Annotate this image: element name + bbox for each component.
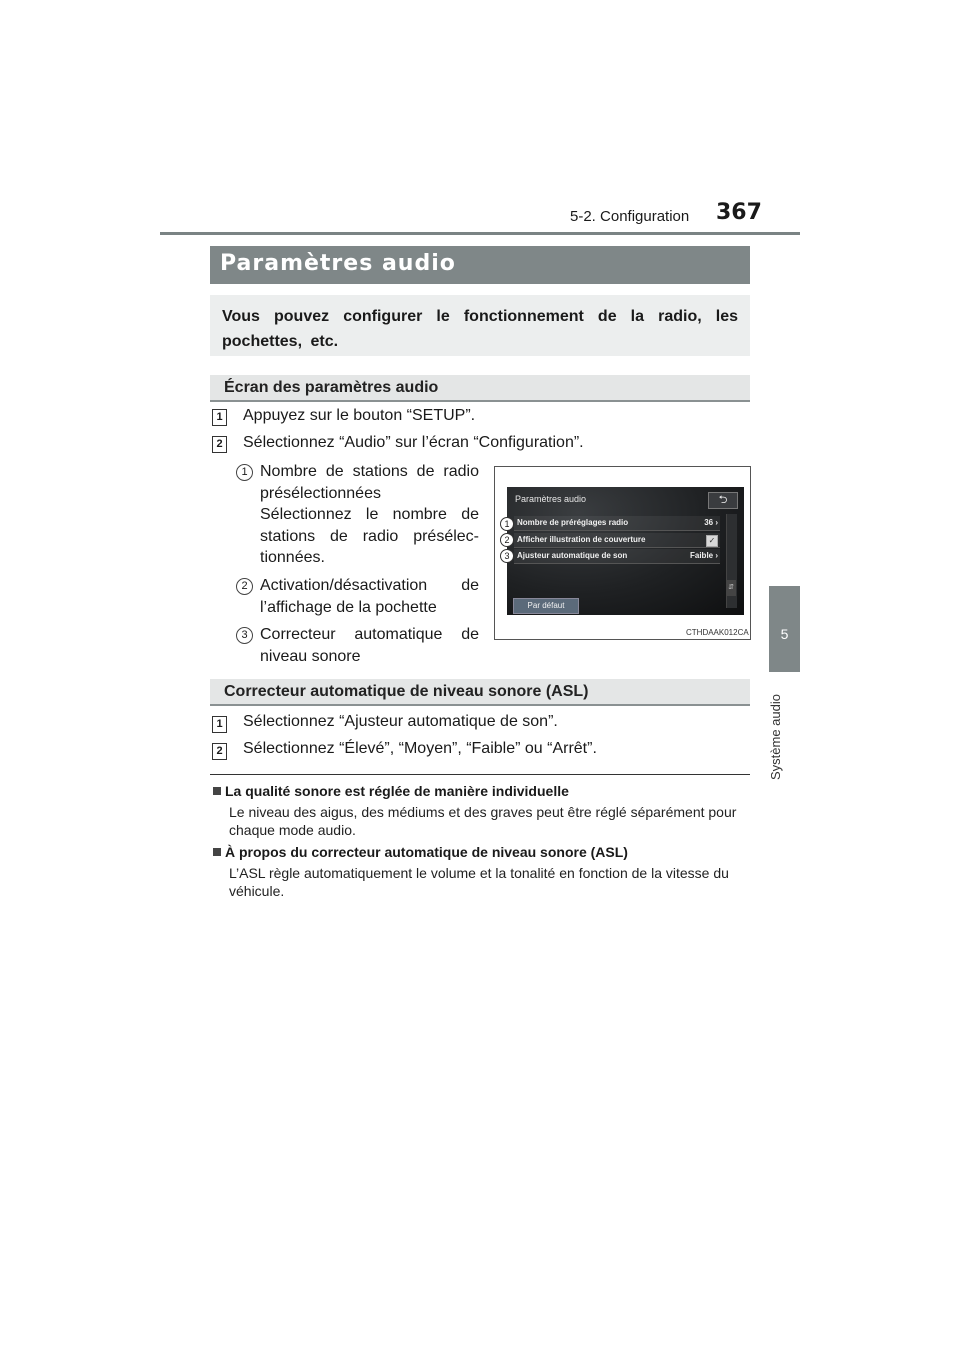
item-line: niveau sonore [260, 647, 361, 665]
callout-badge: 3 [500, 549, 514, 563]
checkbox-checked-icon[interactable]: ✓ [706, 535, 718, 547]
intro-text: Vous pouvez configurer le fonctionnement de la radio, les pochettes, etc. [222, 308, 738, 350]
item-description [260, 624, 479, 667]
setting-value: 36 › [704, 518, 718, 527]
item-line: l’affichage de la pochette [260, 598, 437, 616]
item-description [260, 575, 479, 618]
item-description [260, 461, 479, 569]
chapter-title: Système audio [768, 694, 783, 780]
step-number-box: 1 [212, 716, 227, 733]
square-bullet-icon [213, 787, 221, 795]
step-number-box: 2 [212, 436, 227, 453]
setting-value: Faible › [690, 551, 719, 560]
figure-code: CTHDAAK012CA [686, 628, 749, 637]
default-button[interactable]: Par défaut [513, 598, 579, 614]
item-line: tionnées. [260, 549, 325, 567]
notes-divider [210, 774, 750, 775]
setting-label: Nombre de préréglages radio [517, 518, 629, 527]
callout-badge: 2 [500, 533, 514, 547]
back-icon[interactable]: ⮌ [708, 492, 738, 509]
item-line: stations de radio présélec- [260, 527, 479, 545]
note-title: La qualité sonore est réglée de manière individuelle [225, 783, 569, 799]
square-bullet-icon [213, 848, 221, 856]
page-title: Paramètres audio [220, 251, 456, 276]
step-number-box: 2 [212, 743, 227, 760]
note-title: À propos du correcteur automatique de niveau sonore (ASL) [225, 844, 628, 860]
setting-label: Afficher illustration de couverture [517, 535, 646, 544]
section-heading-asl: Correcteur automatique de niveau sonore (ASL) [224, 683, 589, 700]
step-text: Sélectionnez “Ajusteur automatique de son”. [243, 713, 558, 730]
item-number-circle: 1 [236, 464, 253, 481]
setting-label: Ajusteur automatique de son [517, 551, 628, 560]
note-heading [213, 783, 569, 799]
step-text: Sélectionnez “Audio” sur l’écran “Configuration”. [243, 434, 584, 451]
note-body: L’ASL règle automatiquement le volume et la tonalité en fonction de la vitesse du véhicule. [229, 865, 729, 899]
chapter-number: 5 [780, 626, 789, 642]
note-body: Le niveau des aigus, des médiums et des graves peut être réglé séparément pour chaque mode audio. [229, 804, 737, 838]
item-number-circle: 2 [236, 578, 253, 595]
step-text: Appuyez sur le bouton “SETUP”. [243, 407, 476, 424]
step-number-box: 1 [212, 409, 227, 426]
screen-title: Paramètres audio [515, 494, 587, 504]
header-divider [160, 232, 800, 235]
item-line: Activation/désactivation de [260, 577, 479, 594]
page-number: 367 [716, 200, 762, 225]
callout-badge: 1 [500, 517, 514, 531]
note-heading [213, 844, 628, 860]
scroll-arrows-icon[interactable]: ⇵ [726, 580, 736, 596]
item-line: Sélectionnez le nombre de [260, 506, 479, 524]
item-line: Nombre de stations de radio [260, 463, 479, 480]
item-number-circle: 3 [236, 627, 253, 644]
section-heading-audio-screen: Écran des paramètres audio [224, 379, 439, 396]
item-line: Correcteur automatique de [260, 626, 479, 643]
step-text: Sélectionnez “Élevé”, “Moyen”, “Faible” ou “Arrêt”. [243, 740, 597, 757]
section-breadcrumb: 5-2. Configuration [570, 208, 690, 225]
item-line: présélectionnées [260, 484, 381, 502]
